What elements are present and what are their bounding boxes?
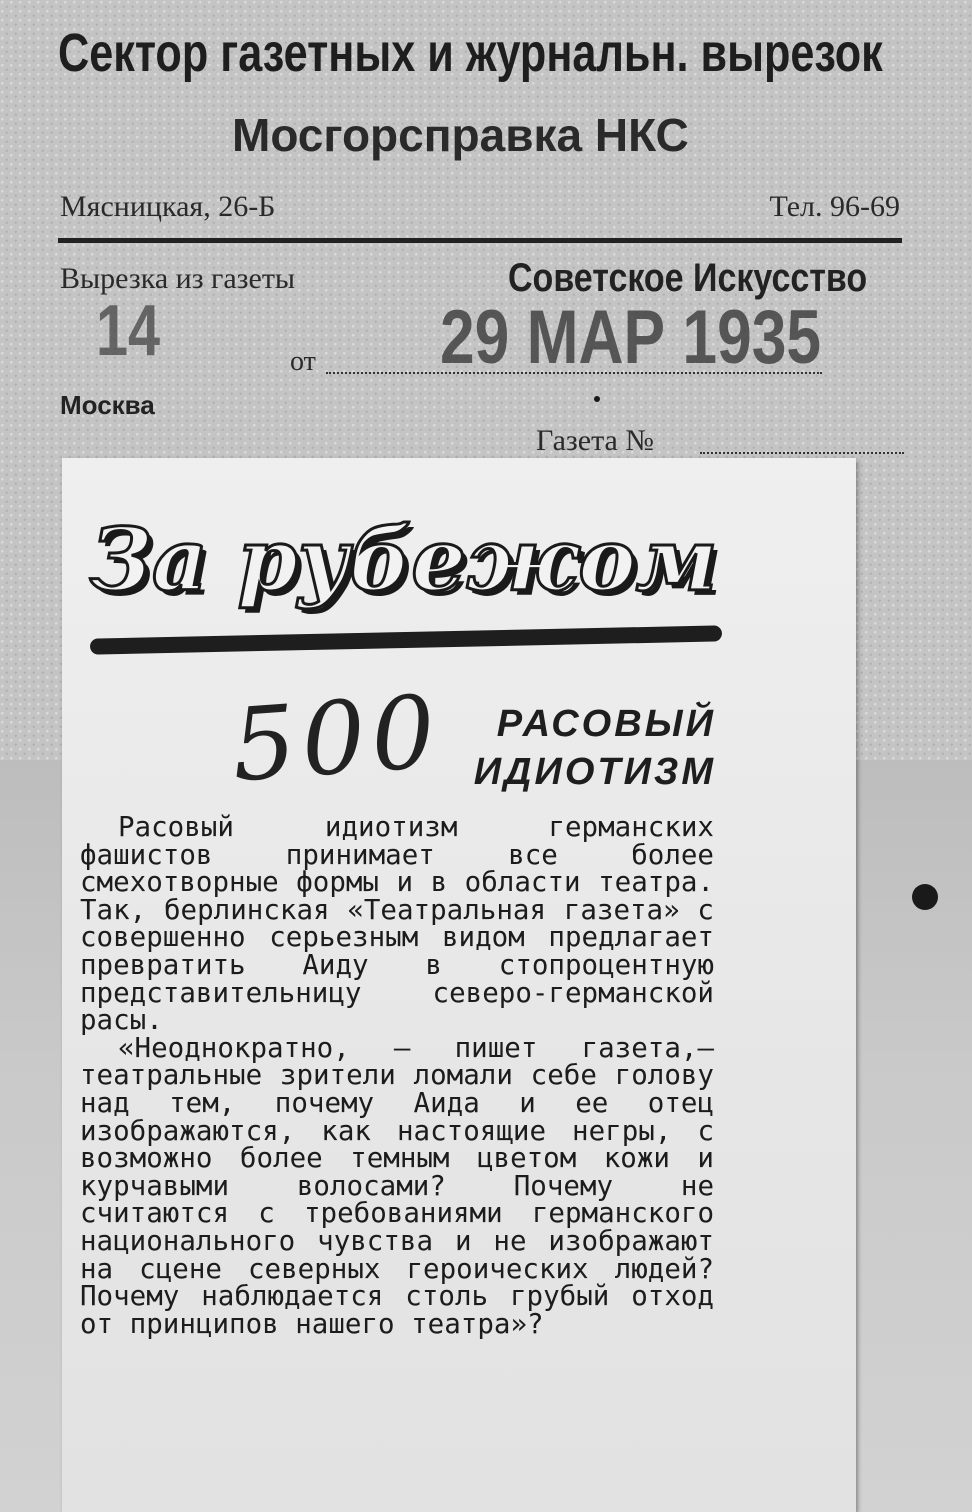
rubric-title: За рубежом — [90, 510, 718, 611]
newspaper-name: Советское Искусство — [508, 256, 868, 300]
ink-speck — [594, 396, 600, 402]
bureau-title: Сектор газетных и журнальн. вырезок — [58, 23, 883, 83]
ink-speck — [912, 884, 938, 910]
phone: Тел. 96-69 — [769, 190, 900, 223]
address: Мясницкая, 26-Б — [60, 190, 276, 223]
article-paragraph-1: Расовый идиотизм германских фашистов принимает все более смехотворные формы и в области театра. Так, берлинская «Театральная газета» с совершенно серьезным видом предлагает превратить Аиду в стопроцентную представительницу северо-германской расы. — [80, 811, 714, 1037]
handwritten-number: 500 — [228, 672, 445, 805]
stamp-number: 14 — [96, 291, 161, 371]
city-label: Москва — [60, 390, 155, 420]
article-body — [80, 811, 714, 1340]
headline-line-1: РАСОВЫЙ — [496, 703, 716, 745]
date-stamp: 29 МАР 1935 — [440, 295, 822, 380]
article-paragraph-2: «Неоднократно, — пишет газета,— театральные зрители ломали себе голову над тем, почему Аида и ее отец изображаются, как настоящие негры, с возможно более темным цветом кожи и курчавыми волосами? Почему не считаются с требованиями германского национального чувства и не изображают на сцене северных героических людей? Почему наблюдается столь грубый отход от принципов нашего театра»? — [80, 1031, 714, 1340]
headline-line-2: ИДИОТИЗМ — [473, 751, 716, 793]
issue-dotted-line — [700, 452, 904, 454]
issue-label: Газета № — [536, 424, 654, 457]
cutting-from-label: Вырезка из газеты — [60, 262, 296, 295]
agency-name: Мосгорсправка НКС — [232, 109, 689, 161]
date-prefix: от — [290, 346, 316, 377]
article-headline — [466, 700, 716, 796]
header-divider — [58, 238, 902, 243]
